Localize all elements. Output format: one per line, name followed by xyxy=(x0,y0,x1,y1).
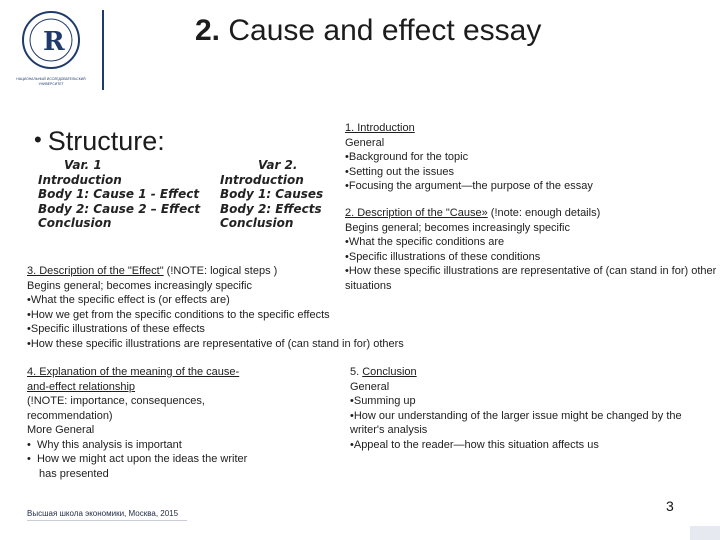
section5-line: •How our understanding of the larger issue might be changed by the writer's analysis xyxy=(350,409,682,436)
var2-item: Body 1: Causes xyxy=(220,187,324,201)
svg-text:R: R xyxy=(43,27,65,57)
section5-title: Conclusion xyxy=(362,366,417,378)
section2-line: •How these specific illustrations are representative of (can stand in for) other situations xyxy=(345,265,717,292)
section5-line: •Appeal to the reader—how this situation affects us xyxy=(350,438,599,451)
var2-item: Body 2: Effects xyxy=(220,201,322,216)
section5-line: General xyxy=(350,380,390,393)
section1-line: •Focusing the argument—the purpose of the essay xyxy=(345,180,593,192)
section3-title: 3. Description of the "Effect" xyxy=(27,265,164,277)
section3-line: Begins general; becomes increasingly specific xyxy=(27,279,253,292)
section2-line: Begins general; becomes increasingly specific xyxy=(345,221,571,234)
var2-header: Var 2. xyxy=(258,158,298,172)
section3-title-row xyxy=(27,264,467,279)
var1-item: Conclusion xyxy=(38,216,112,230)
section4-line: More General xyxy=(27,424,95,436)
section3-line: •What the specific effect is (or effects are) xyxy=(27,294,230,306)
var1-item: Body 1: Cause 1 - Effect xyxy=(38,187,200,201)
var1-list xyxy=(38,158,200,231)
page-number: 3 xyxy=(666,498,674,514)
section2-title-note: (!note: enough details) xyxy=(487,207,601,219)
hse-logo xyxy=(12,8,90,94)
slide-title-text: Cause and effect essay xyxy=(228,14,542,47)
corner-decoration xyxy=(690,526,720,540)
section-conclusion xyxy=(350,365,718,452)
section-explanation xyxy=(27,365,252,481)
logo-caption-line1: НАЦИОНАЛЬНЫЙ ИССЛЕДОВАТЕЛЬСКИЙ xyxy=(16,77,86,81)
var2-item: Conclusion xyxy=(220,216,294,230)
section5-line: •Summing up xyxy=(350,395,416,407)
section4-bullet-text: Why this analysis is important xyxy=(36,438,182,451)
section4-title: 4. Explanation of the meaning of the cause-and-effect relationship xyxy=(27,366,240,393)
section4-line: (!NOTE: importance, consequences, recommendation) xyxy=(27,395,205,422)
slide-title-number: 2. xyxy=(195,14,221,47)
structure-heading xyxy=(34,126,165,157)
section3-line: •How we get from the specific conditions to the specific effects xyxy=(27,308,330,321)
var1-header: Var. 1 xyxy=(64,158,102,172)
section4-bullet: • How we might act upon the ideas the writer has presented xyxy=(27,453,248,480)
section2-line: •Specific illustrations of these conditions xyxy=(345,250,541,263)
section-effect xyxy=(27,264,467,351)
var2-item: Introduction xyxy=(220,172,304,187)
section4-bullet: • Why this analysis is important xyxy=(27,438,182,451)
section1-line: •Setting out the issues xyxy=(345,165,455,178)
section1-line: •Background for the topic xyxy=(345,151,469,163)
footer-divider xyxy=(27,520,187,521)
section5-title-row xyxy=(350,365,718,380)
hse-seal-icon xyxy=(12,8,90,94)
section2-title: 2. Description of the "Cause» xyxy=(345,207,488,219)
section1-title: 1. Introduction xyxy=(345,122,415,134)
section-introduction xyxy=(345,121,717,194)
header-divider xyxy=(102,10,104,90)
structure-heading-text: Structure: xyxy=(47,126,165,156)
var2-list xyxy=(220,158,323,231)
logo-caption-line2: УНИВЕРСИТЕТ xyxy=(38,82,64,86)
slide-title xyxy=(195,14,541,48)
section5-title-number: 5. xyxy=(350,366,363,378)
section3-line: •How these specific illustrations are representative of (can stand in for) others xyxy=(27,337,404,350)
footer-org: Высшая школа экономики, Москва, 2015 xyxy=(27,509,179,518)
section3-title-note: (!NOTE: logical steps ) xyxy=(163,265,278,277)
section3-line: •Specific illustrations of these effects xyxy=(27,323,205,335)
section2-line: •What the specific conditions are xyxy=(345,236,505,248)
section2-title-row xyxy=(345,206,717,221)
section1-line: General xyxy=(345,136,385,149)
var1-item: Body 2: Cause 2 – Effect xyxy=(38,201,201,216)
section4-bullet-text: How we might act upon the ideas the writer has presented xyxy=(36,453,248,480)
bullet-icon: • xyxy=(34,127,42,152)
var1-item: Introduction xyxy=(38,172,122,187)
